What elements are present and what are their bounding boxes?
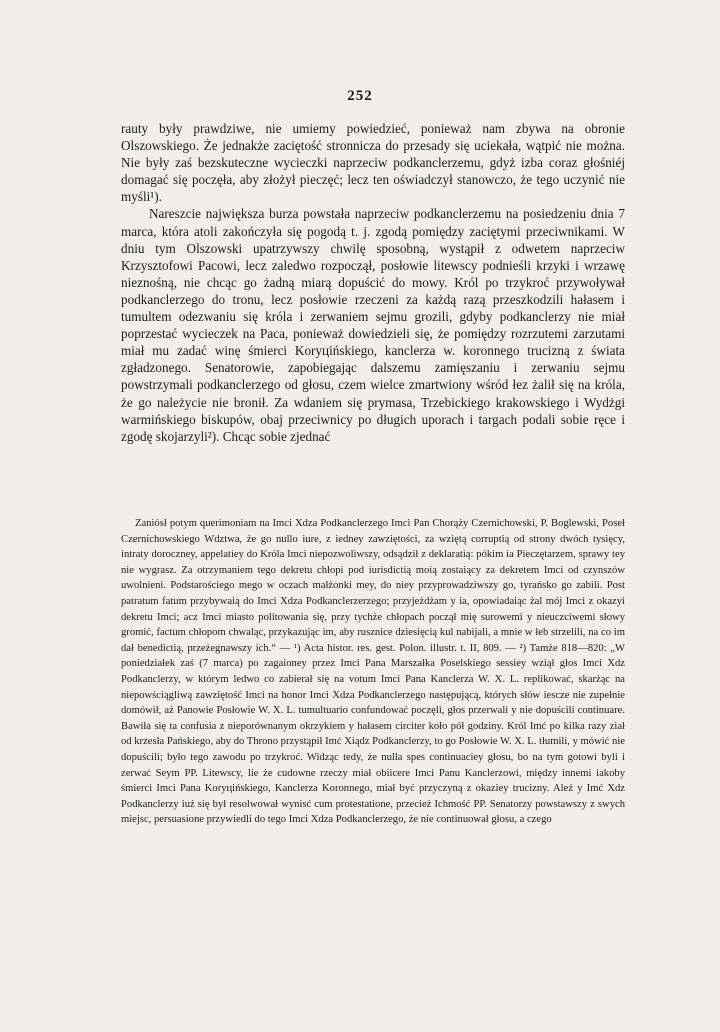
main-text — [121, 120, 625, 445]
paragraph: rauty były prawdziwe, nie umiemy powiedzieć, ponieważ nam zbywa na obronie Olszowskiego. Że jednakże zaciętość stronnicza do przesady się uciekała, wątpić nie można. Nie były zaś bezskuteczne wycieczki naprzeciw podkanclerzemu, gdyż izba coraz głośniéj domagać się poczęła, aby złożył pieczęć; lecz ten oświadczył stanowczo, że tego uczynić nie myśli¹). — [121, 121, 625, 205]
footnotes — [121, 516, 625, 828]
page-number: 252 — [347, 88, 373, 104]
footnote-text: Zaniósł potym querimoniam na Imci Xdza Podkanclerzego Imci Pan Chorąży Czernichowski, P. Boglewski, Poseł Czernichowskiego Wdztwa, że go nullo iure, z iedney zawziętości, za wziętą corruptią od strony dwóch tysięcy, intraty doroczney, appelatiey do Króla Imci niepozwoliwszy, odsądził z deklaratią: pókim ia Pieczętarzem, sprawy tey nie wygrasz. Za otrzymaniem tego dekretu chłopi pod iurisdictią moią zostaiący za dekretem Imci od czynszów uwolnieni. Podstarościego mego w oczach małżonki mey, do niey przyprowadziwszy go, tyrańsko go zabili. Post patratum fatum przybywaią do Imci Xdza Podkanclerzerzego; przyjeżdżam y ia, opowiadaiąc żal mój Imci z okazyi dekretu Imci; acz Imci miasto politowania się, przy tychże chłopach począł mię surowemi y nieuczciwemi słowy gromić, factum chłopom chwaląc, przykazując im, aby rusznice dziesięcią kul nabijali, a mnie w łeb strzelili, na co im dał benedictią, przeżegnawszy ich.“ — ¹) Acta histor. res. gest. Polon. illustr. t. II, 809. — ²) Tamże 818—820: „W poniedziałek zaś (7 marca) po zagaioney przez Imci Pana Marszałka Poselskiego sessiey wziął głos Imci Xdz Podkanclerzy, w którym ledwo co zabierał się na votum Imci Pana Kanclerza W. X. L. replikować, skarżąc na niepowściągliwą zawziętość Imci na honor Imci Xdza Podkanclerzego następującą, których słów iescze nie zupełnie domówił, aż Panowie Posłowie W. X. L. tumultuario confundować poczęli, głos przerwali y nie dopuścili continuare. Bawiła się ta confusia z nieporównanym okrzykiem y hałasem circiter koło pół godziny. Król Imć po kilka razy ział od krzesła Pańskiego, aby do Throno przystąpił Imć Xiądz Podkanclerzy, to go Posłowie W. X. L. tłumili, y mówić nie dopuścili; było tego zawodu po trzykroć. Widząc tedy, że nulla spes continuaciey głosu, bo na tym gotowi byli i zerwać Seym PP. Litewscy, lie że cudowne rzeczy miał obiicere Imci Panu Kanclerzowi, między innemi iakoby śmierci Imci Pana Koryцińskiego, Kanclerza Koronnego, miał być przyczyną z okaziey trucizny. Aleź y Imć Xdz Podkanclerzy iuż się był resolwował wynisć cum protestatione, przecież Ichmość PP. Senatorzy powstawszy z swych miejsc, persuasione przywiedli do tego Imci Xdza Podkanclerzego, że nie continuował głosu, a czego — [121, 518, 625, 826]
paragraph: Nareszcie największa burza powstała naprzeciw podkanclerzemu na posiedzeniu dnia 7 marca, która atoli zakończyła się pogodą t. j. zgodą pomiędzy zaciętymi przeciwnikami. W dniu tym Olszowski upatrzywszy chwilę sposobną, wystąpił z odwetem naprzeciw Krzysztofowi Pacowi, lecz zaledwo rozpoczął, posłowie litewscy podnieśli krzyki i wrzawę nieznośną, nie chcąc go żadną miarą dopuścić do mowy. Król po trzykroć przywoływał podkanclerzego do tronu, lecz posłowie rzeczeni za każdą razą przeszkodzili hałasem i tumultem odezwaniu się króla i zerwaniem sejmu grozili, gdyby podkanclerzy nie miał poprzestać wycieczek na Paca, ponieważ dowiedzieli się, że pomiędzy rozrzutemi zarzutami miał mu zadać winę śmierci Koryцińskiego, kanclerza w. koronnego trucizną z świata zgładzonego. Senatorowie, zapobiegając dalszemu zamięszaniu i zerwaniu sejmu powstrzymali podkanclerzego od głosu, czem wielce zmartwiony wśród łez żalił się na króla, że go należycie nie bronił. Za wdaniem się prymasa, Trzebickiego krakowskiego i Wydżgi warmińskiego biskupów, obaj przeciwnicy po długich uporach i targach podali sobie ręce i zgodę skojarzyli²). Chcąc sobie zjednać — [121, 206, 625, 444]
